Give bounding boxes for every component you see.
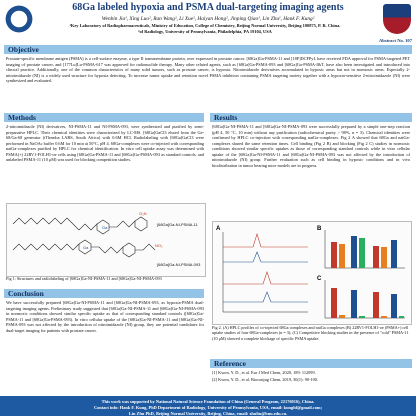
methods-heading: Methods — [4, 113, 204, 122]
hplc-panel — [223, 232, 308, 312]
reference-heading: Reference — [210, 359, 412, 368]
panel-b-label: B — [317, 226, 322, 232]
fig1-label-2: [68Ga]Ga-NI-PSMA-093 — [157, 262, 201, 267]
panel-a-label: A — [216, 226, 221, 232]
objective-heading: Objective — [4, 45, 412, 54]
panel-c-label: C — [317, 276, 322, 282]
uptake-panel — [325, 230, 405, 268]
affiliation-1: ¹Key Laboratory of Radiopharmaceuticals, Ministry of Education, College of Chemistry, Beijing Normal University, Beijing 100875, P. R. China. — [69, 23, 341, 28]
contact-line-2: Lin Zhu PhD, Beijing Normal University, Beijing, China, email: zhulin@bnu.edu.cn. — [128, 411, 288, 416]
fig1-caption: Fig 1: Structures and radiolabeling of [68Ga]Ga-NI-PSMA-11 and [68Ga]Ga-NI-PSMA-093 — [6, 276, 162, 281]
results-panels — [213, 222, 411, 324]
affiliation-2: ²of Radiology, University of Pennsylvania, Philadelphia, PA 19104, USA — [138, 29, 272, 34]
results-heading: Results — [210, 113, 412, 122]
svg-text:Ga: Ga — [102, 225, 108, 230]
conclusion-heading: Conclusion — [4, 289, 204, 298]
footer — [0, 396, 416, 416]
authors: Wenbin Jia¹, Xing Luo², Ran Wang², Li Xue², Haiyan Hong², Jinping Qiao¹, Lin Zhu¹, Hank F. Kung² — [101, 16, 315, 22]
poster-title: 68Ga labeled hypoxia and PSMA dual-targeting imaging agents — [72, 2, 344, 13]
svg-text:O₂N: O₂N — [139, 211, 147, 216]
reference-item-2: [2] Kwon, Y. D., et al. Bioconjug Chem, 2019, 30(1): 90-100. — [212, 377, 318, 382]
fig2-caption: Fig 2. (A) HPLC profiles of co-injected 68Ga complexes and natGa complexes (B) 22RV1-FOLH1-oe (PSMA+) cell uptake studies of four 68Ga-complexes (n = 3); (C) Competitive blocking studies in the presence of "cold" PSMA-11 (10 μM) showed a complete blockage of specific PSMA uptake. — [212, 325, 409, 341]
contact-line-1: Contact info: Hank F. Kung, PhD Department of Radiology, University of Pennsylvania, USA, email: kunghf@gmail.com; — [93, 405, 323, 410]
reference-item-1: [1] Kwon, Y. D., et al. Eur J Med Chem, 2020, 189: 112099. — [212, 370, 316, 375]
svg-text:Ga: Ga — [83, 245, 89, 250]
methods-text: 2-nitroimidazole (NI) derivatives, NI-PSMA-11 and NI-PSMA-093, were synthesized and purified by semi-preparative HPLC. Their chemical identities were characterized by LC-MS. [68Ga]GaCl3 eluted from the Ge-68/Ga-68 generator (iThemba LABS, South Africa) with 0.6M HCl. Radiolabeling with [68Ga]GaCl3 were performed in NaOAc buffer 0.6M for 10 min at 50°C, pH 4. 68Ga-complexes were co-injected with corresponding natGa-complexes purified by HPLC for chemical identification. In vitro cell uptake assay was determined with PSMA(+) 22RV1-FOLH1-oe cells using [68Ga]Ga-PSMA-11 and [68Ga]Ga-PSMA-093 as standard controls, and unlabeled PSMA-11 (10 μM) was used for blocking competition studies. — [6, 124, 204, 162]
conclusion-text: We have successfully prepared [68Ga]Ga-NI-PSMA-11 and [68Ga]Ga-NI-PSMA-093, as hypoxia-PSMA dual-targeting imaging agents. Preliminary study suggested that [68Ga]Ga-NI-PSMA-11 and [68Ga]Ga-NI-PSMA-093 in normoxic conditions showed similar specific uptake as that of corresponding standard controls ([68Ga]Ga-PSMA-11 and [68Ga]Ga-PSMA-093). In vitro cellular uptake of the [68Ga]Ga-NI-PSMA-11 and [68Ga]Ga-NI-PSMA-093 was not affected by the introduction of nitroimidazole (NI) group, they are potential candidates for dual-target imaging for patients with prostate cancer. — [6, 300, 204, 333]
funding-line: This work was supported by National Natural Science Foundation of China (General Program, 22176016), China. — [101, 399, 315, 404]
svg-text:NO₂: NO₂ — [155, 243, 163, 248]
structure-figure — [6, 203, 206, 277]
chemical-structures — [7, 204, 205, 276]
objective-text: Prostate-specific membrane antigen (PSMA) is a cell-surface enzyme, a type II transmembrane protein, over expressed in prostate cancer. [68Ga]Ga-PSMA-11 and [18F]DCFPyL have received FDA approval for PSMA-targeted PET imaging of prostate cancer, and [177Lu]Lu-PSMA-617 was approved for radionuclide therapy. Many other related agents, such as [68Ga]Ga-PSMA-093 and [68Ga]Ga-PSMA-I&T, have also been investigated and introduced into clinical practice. Additionally, one of the common characteristics of many solid tumors, such as prostate cancer, is hypoxia. Nitroimidazole derivatives accumulated in hypoxic areas but not in normoxic areas. Especially 2-nitroimidazole (NI) is a widely used structure for hypoxia detecting. To increase tumor uptake and retention novel PSMA inhibitors containing PSMA targeting moiety together with a hypoxia-sensitive 2-nitroimidazole (NI) were synthesized and evaluated. — [6, 56, 410, 83]
fig1-label-1: [68Ga]Ga-NI-PSMA-11 — [157, 222, 198, 227]
blocking-panel — [325, 280, 405, 318]
results-text: [68Ga]Ga-NI-PSMA-11 and [68Ga]Ga-NI-PSMA-093 were successfully prepared by a simple one-step reaction (pH 4, 50 °C, 10 min) without any purification (radiochemical purity > 98%, n = 3). Chemical identities were confirmed by HPLC co-injection with corresponding natGa-complexes. Fig 2 A showed that 68Ga and natGa-complexes shared the same retention times. Cell binding (Fig 2 B) and blocking (Fig 2 C) studies in normoxic conditions showed similar specific uptakes as those of corresponding standard controls while in vitro cellular uptake of the [68Ga]Ga-NI-PSMA-11 and [68Ga]Ga-NI-PSMA-093 was not affected by the introduction of nitroimidazole (NI) group. Further evaluation such as cell binding in hypoxic conditions and in vivo biodistribution in tumor bearing mice models are in progress. — [212, 124, 410, 168]
abstract-number: Abstract No. 107 — [378, 38, 412, 43]
results-figure — [212, 221, 412, 325]
